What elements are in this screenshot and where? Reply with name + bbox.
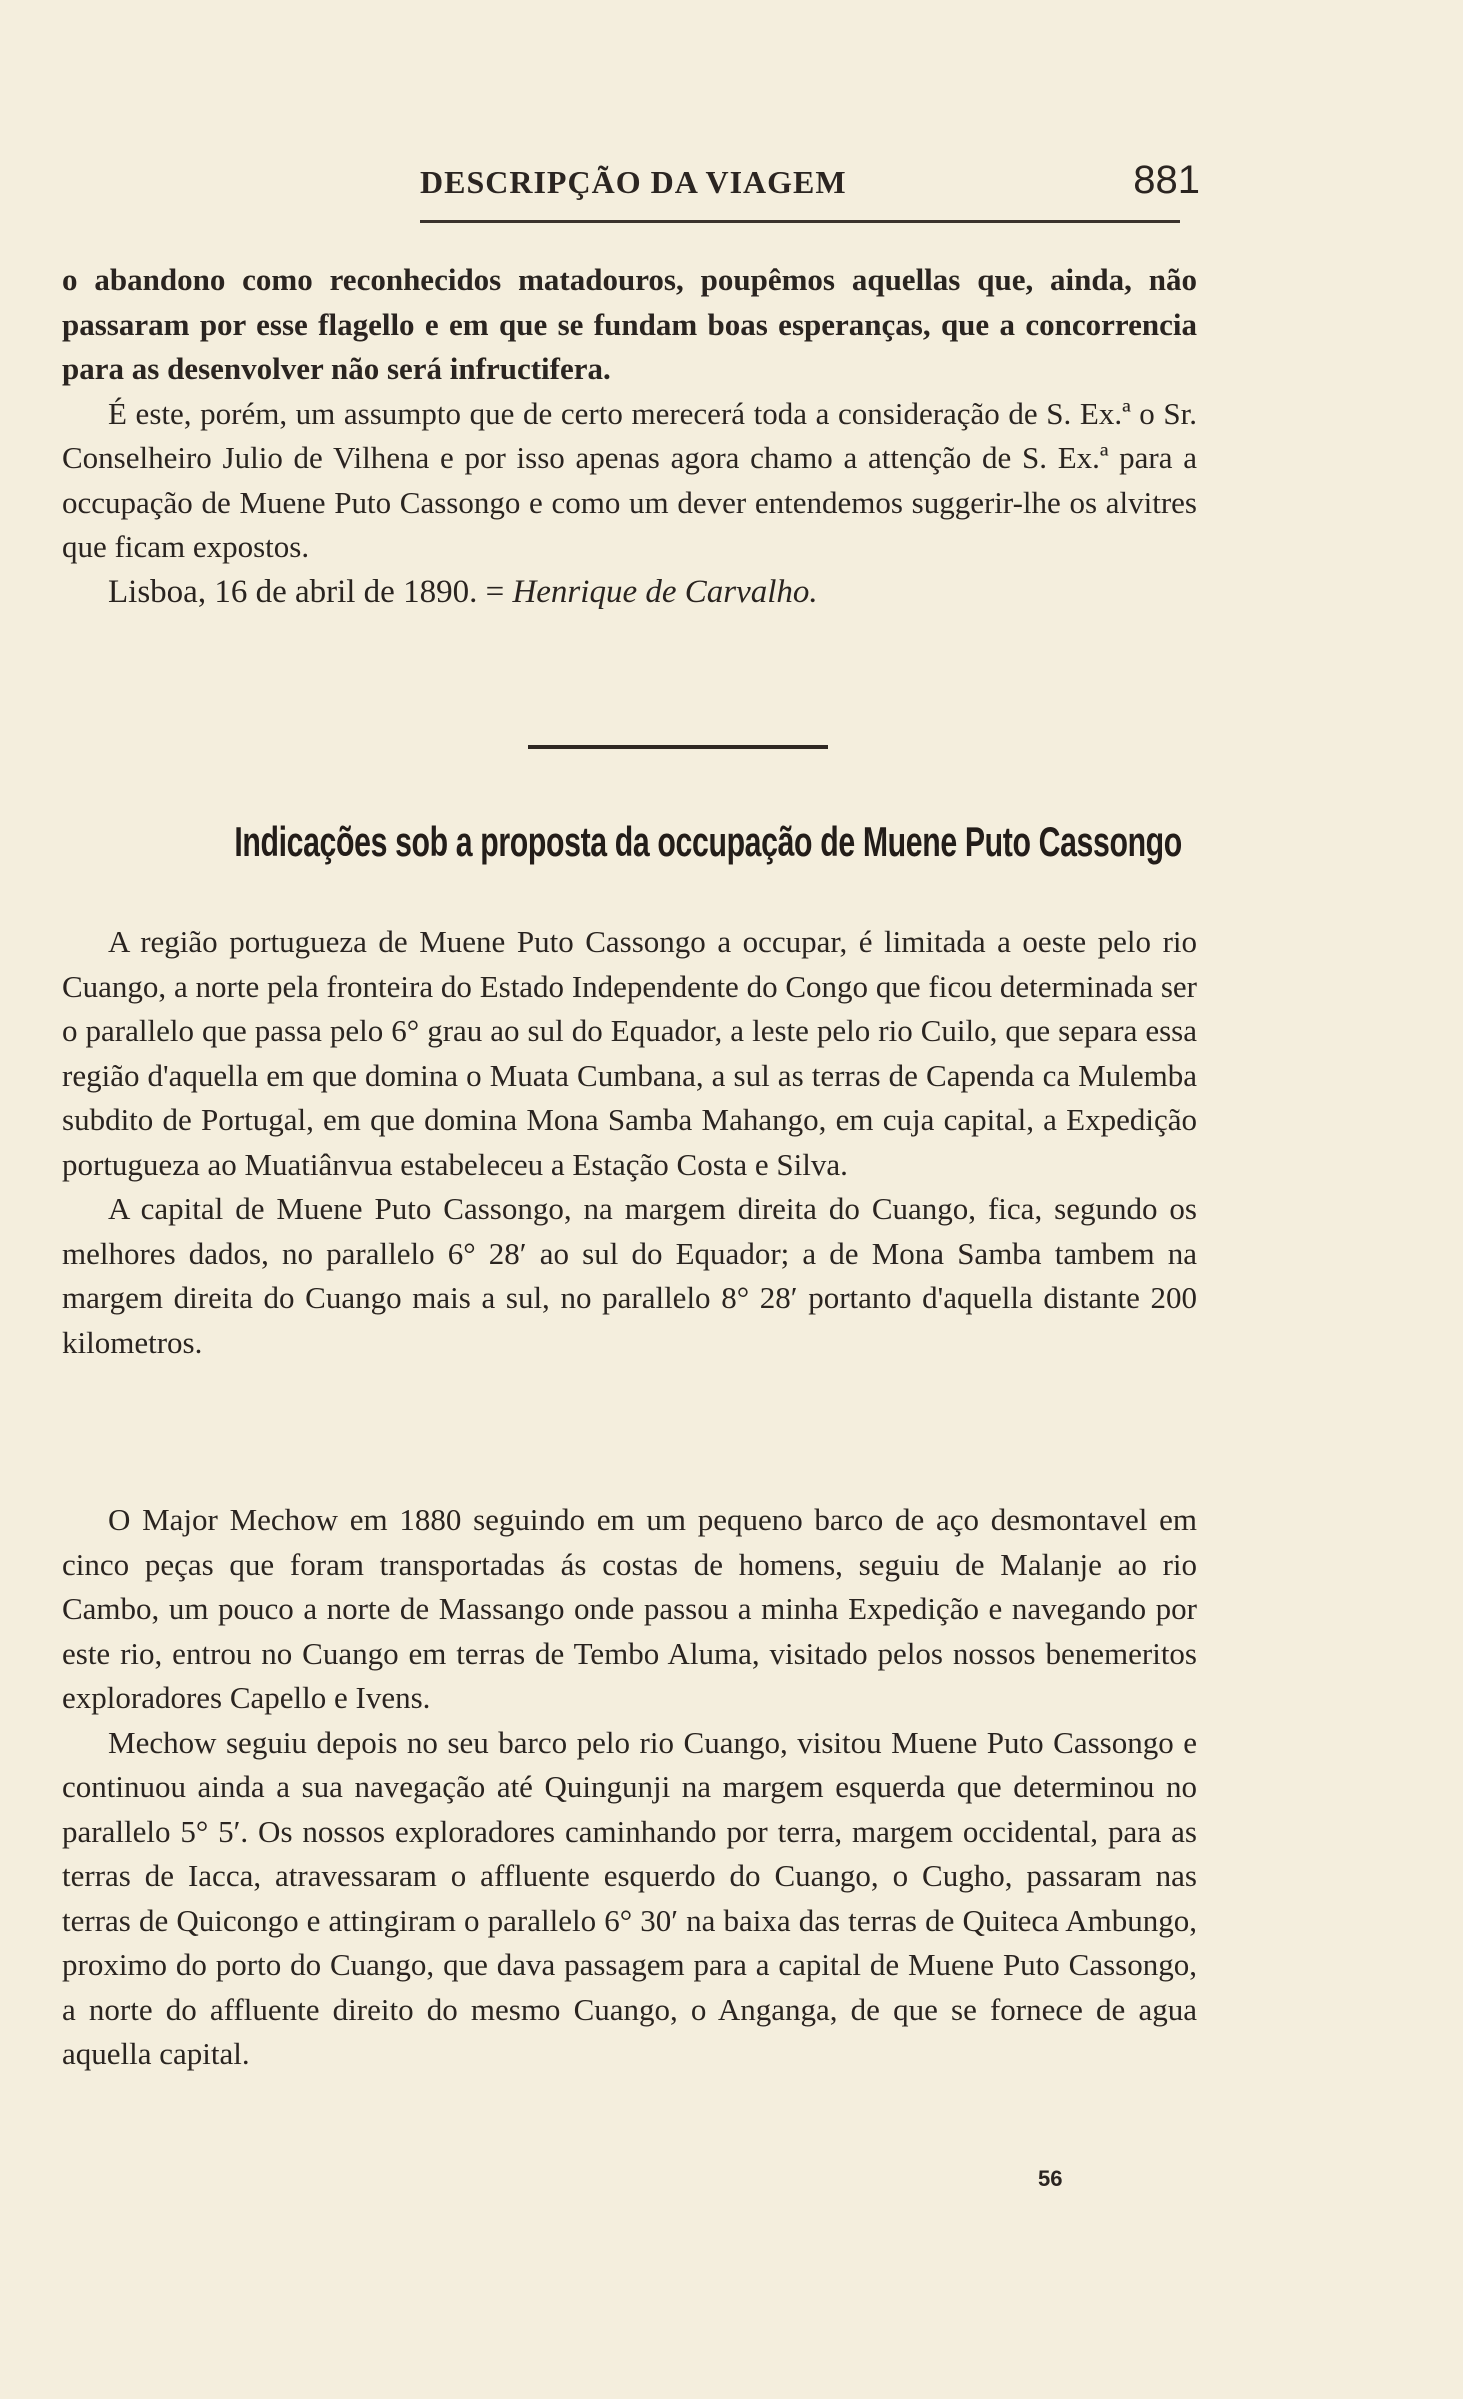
section-paragraph: A capital de Muene Puto Cassongo, na margem direita do Cuango, fica, segundo os melhores dados, no parallelo 6° 28′ ao sul do Equador; a de Mona Samba tambem na margem direita do Cuango mais a sul, no parallelo 8° 28′ portanto d'aquella distante 200 kilometros. [62,1191,1197,1360]
intro-paragraph: o abandono como reconhecidos matadouros, poupêmos aquellas que, ainda, não passaram por esse flagello e em que se fundam boas esperanças, que a concorrencia para as desenvolver não será infructifera. [62,262,1197,386]
intro-text [62,258,1197,614]
section-title: Indicações sob a proposta da occupação de Muene Puto Cassongo [234,818,1182,865]
section-paragraph: O Major Mechow em 1880 seguindo em um pequeno barco de aço desmontavel em cinco peças que foram transportadas ás costas de homens, seguiu de Malanje ao rio Cambo, um pouco a norte de Massango onde passou a minha Expedição e navegando por este rio, entrou no Cuango em terras de Tembo Aluma, visitado pelos nossos benemeritos exploradores Capello e Ivens. [62,1502,1197,1715]
section-paragraph: Mechow seguiu depois no seu barco pelo rio Cuango, visitou Muene Puto Cassongo e continuou ainda a sua navegação até Quingunji na margem esquerda que determinou no parallelo 5° 5′. Os nossos exploradores caminhando por terra, margem occidental, para as terras de Iacca, atravessaram o affluente esquerdo do Cuango, o Cugho, passaram nas terras de Quicongo e attingiram o parallelo 6° 30′ na baixa das terras de Quiteca Ambungo, proximo do porto do Cuango, que dava passagem para a capital de Muene Puto Cassongo, a norte do affluente direito do mesmo Cuango, o Anganga, de que se fornece de agua aquella capital. [62,1724,1197,2071]
section-paragraph: A região portugueza de Muene Puto Cassongo a occupar, é limitada a oeste pelo rio Cuango, a norte pela fronteira do Estado Independente do Congo que ficou determinada ser o parallelo que passa pelo 6° grau ao sul do Equador, a leste pelo rio Cuilo, que separa essa região d'aquella em que domina o Muata Cumbana, a sul as terras de Capenda ca Mulemba subdito de Portugal, em que domina Mona Samba Mahango, em cuja capital, a Expedição portugueza ao Muatiânvua estabeleceu a Estação Costa e Silva. [62,924,1197,1182]
printer-signature-mark: 56 [1038,2166,1063,2191]
signature-place-date: Lisboa, 16 de abril de 1890. = [108,573,513,610]
signature-name: Henrique de Carvalho. [512,573,818,610]
section-text-b [62,1498,1197,2077]
page-number: 881 [1133,158,1200,202]
intro-paragraph: É este, porém, um assumpto que de certo merecerá toda a consideração de S. Ex.ª o Sr. Conselheiro Julio de Vilhena e por isso apenas agora chamo a attenção de S. Ex.ª para a occupação de Muene Puto Cassongo e como um dever entendemos suggerir-lhe os alvitres que ficam expostos. [62,395,1197,564]
running-head: DESCRIPÇÃO DA VIAGEM [420,164,847,200]
section-text-a [62,920,1197,1365]
section-divider [528,745,828,749]
header-rule [420,220,1180,223]
signature-line [62,570,1197,614]
page-header [420,158,1200,208]
